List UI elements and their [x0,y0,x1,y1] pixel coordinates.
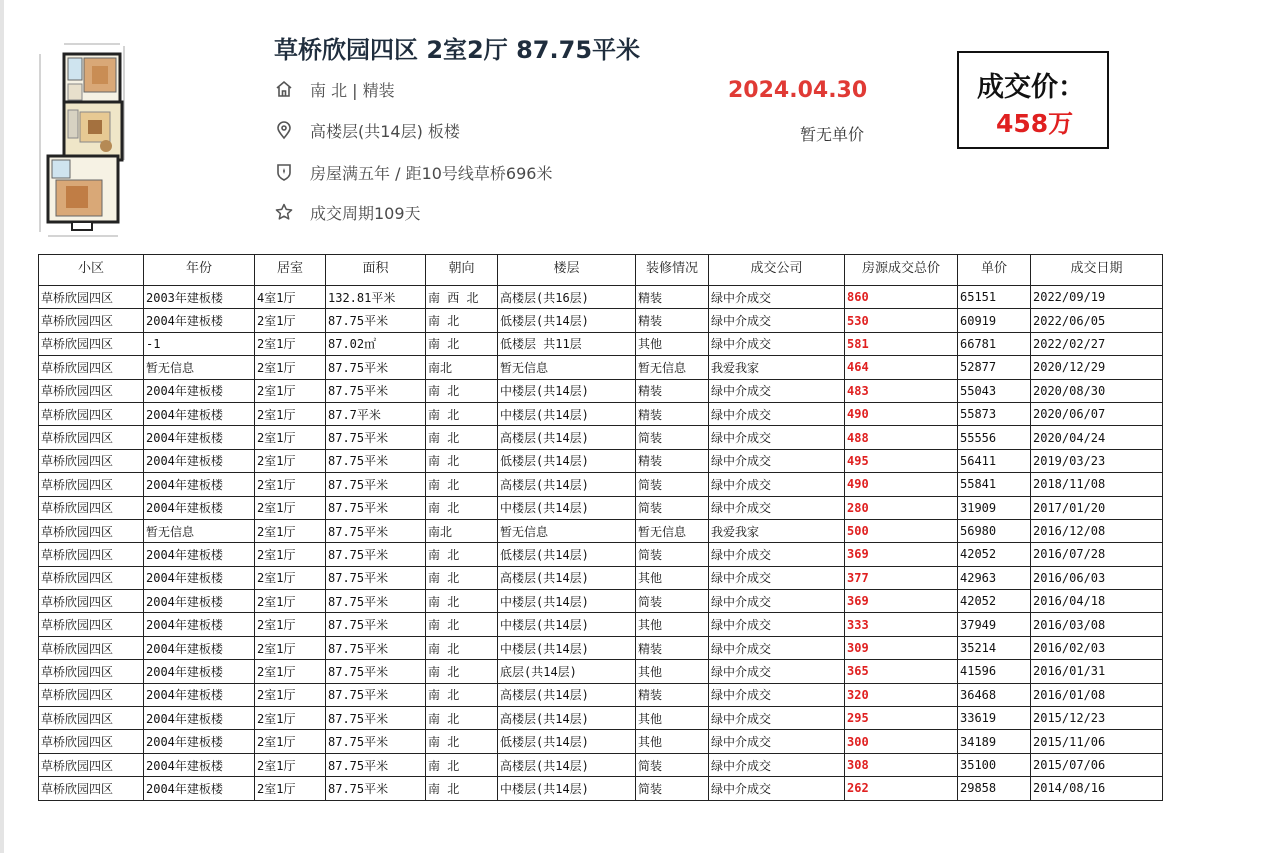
table-cell-orientation: 南 北 [426,402,498,425]
table-cell-orientation: 南 北 [426,566,498,589]
table-cell-rooms: 2室1厅 [255,707,326,730]
table-cell-community: 草桥欣园四区 [39,543,144,566]
table-cell-unit-price: 52877 [958,356,1031,379]
table-cell-total-price: 369 [845,590,958,613]
table-cell-floor: 低楼层(共14层) [498,309,636,332]
table-cell-total-price: 262 [845,777,958,800]
table-cell-total-price: 464 [845,356,958,379]
table-cell-orientation: 南 北 [426,613,498,636]
table-cell-rooms: 2室1厅 [255,449,326,472]
table-cell-total-price: 295 [845,707,958,730]
table-cell-floor: 低楼层 共11层 [498,332,636,355]
table-cell-area: 87.75平米 [326,636,426,659]
table-cell-floor: 高楼层(共14层) [498,566,636,589]
column-header-agency: 成交公司 [709,255,845,286]
cycle-row [274,200,421,224]
window-left-edge [0,0,4,853]
column-header-deal-date: 成交日期 [1031,255,1163,286]
table-cell-orientation: 南 北 [426,473,498,496]
table-row [39,332,1163,355]
table-cell-year: 2004年建板楼 [144,636,255,659]
table-cell-decoration: 其他 [636,332,709,355]
column-header-year: 年份 [144,255,255,286]
column-header-floor: 楼层 [498,255,636,286]
table-cell-deal-date: 2022/06/05 [1031,309,1163,332]
table-cell-year: 2004年建板楼 [144,379,255,402]
table-cell-unit-price: 55841 [958,473,1031,496]
table-cell-floor: 高楼层(共14层) [498,426,636,449]
table-cell-deal-date: 2016/07/28 [1031,543,1163,566]
table-cell-year: 2004年建板楼 [144,683,255,706]
table-cell-rooms: 2室1厅 [255,426,326,449]
table-cell-area: 87.75平米 [326,730,426,753]
table-cell-rooms: 2室1厅 [255,543,326,566]
table-cell-unit-price: 55043 [958,379,1031,402]
column-header-area: 面积 [326,255,426,286]
table-cell-unit-price: 33619 [958,707,1031,730]
table-row [39,613,1163,636]
table-cell-rooms: 4室1厅 [255,286,326,309]
table-cell-area: 87.75平米 [326,426,426,449]
table-cell-unit-price: 55873 [958,402,1031,425]
table-row [39,496,1163,519]
table-cell-deal-date: 2016/02/03 [1031,636,1163,659]
table-cell-community: 草桥欣园四区 [39,309,144,332]
table-cell-area: 87.02㎡ [326,332,426,355]
table-cell-community: 草桥欣园四区 [39,730,144,753]
table-row [39,660,1163,683]
table-cell-area: 87.75平米 [326,683,426,706]
table-cell-community: 草桥欣园四区 [39,402,144,425]
table-cell-community: 草桥欣园四区 [39,286,144,309]
table-cell-rooms: 2室1厅 [255,332,326,355]
table-cell-floor: 低楼层(共14层) [498,543,636,566]
table-cell-decoration: 精装 [636,683,709,706]
table-cell-decoration: 精装 [636,309,709,332]
table-row [39,590,1163,613]
table-cell-community: 草桥欣园四区 [39,777,144,800]
table-cell-total-price: 308 [845,753,958,776]
table-cell-year: 2004年建板楼 [144,590,255,613]
table-cell-orientation: 南 北 [426,777,498,800]
table-cell-deal-date: 2020/08/30 [1031,379,1163,402]
table-cell-community: 草桥欣园四区 [39,636,144,659]
table-cell-unit-price: 34189 [958,730,1031,753]
table-row [39,777,1163,800]
table-cell-rooms: 2室1厅 [255,496,326,519]
table-cell-orientation: 南 北 [426,730,498,753]
table-cell-total-price: 369 [845,543,958,566]
table-cell-decoration: 其他 [636,660,709,683]
table-cell-area: 87.75平米 [326,356,426,379]
table-cell-deal-date: 2016/06/03 [1031,566,1163,589]
table-cell-year: -1 [144,332,255,355]
table-cell-total-price: 309 [845,636,958,659]
column-header-orientation: 朝向 [426,255,498,286]
table-cell-year: 2004年建板楼 [144,753,255,776]
floor-building-text: 高楼层(共14层) 板楼 [310,121,460,141]
table-cell-agency: 绿中介成交 [709,707,845,730]
table-row [39,519,1163,542]
home-icon [274,79,294,99]
table-cell-decoration: 其他 [636,707,709,730]
table-cell-orientation: 南 北 [426,683,498,706]
table-cell-decoration: 精装 [636,636,709,659]
table-cell-community: 草桥欣园四区 [39,683,144,706]
table-row [39,426,1163,449]
table-cell-deal-date: 2016/01/31 [1031,660,1163,683]
table-row [39,636,1163,659]
shield-icon [274,162,294,182]
table-cell-community: 草桥欣园四区 [39,473,144,496]
table-cell-total-price: 488 [845,426,958,449]
table-cell-agency: 绿中介成交 [709,777,845,800]
table-cell-area: 87.75平米 [326,379,426,402]
table-cell-unit-price: 56980 [958,519,1031,542]
table-cell-deal-date: 2016/03/08 [1031,613,1163,636]
table-cell-decoration: 其他 [636,613,709,636]
table-cell-floor: 高楼层(共14层) [498,473,636,496]
table-cell-rooms: 2室1厅 [255,379,326,402]
table-cell-area: 87.75平米 [326,543,426,566]
table-cell-total-price: 320 [845,683,958,706]
table-cell-rooms: 2室1厅 [255,753,326,776]
orientation-decor-text: 南 北 | 精装 [310,80,395,100]
table-cell-agency: 绿中介成交 [709,332,845,355]
table-cell-community: 草桥欣园四区 [39,449,144,472]
star-icon [274,202,294,222]
table-cell-year: 2004年建板楼 [144,449,255,472]
table-cell-decoration: 暂无信息 [636,519,709,542]
table-cell-year: 暂无信息 [144,519,255,542]
table-cell-area: 87.75平米 [326,473,426,496]
table-cell-decoration: 简装 [636,777,709,800]
table-cell-community: 草桥欣园四区 [39,496,144,519]
table-row [39,402,1163,425]
table-cell-orientation: 南 北 [426,496,498,519]
table-cell-year: 2004年建板楼 [144,707,255,730]
table-cell-year: 2004年建板楼 [144,543,255,566]
table-cell-rooms: 2室1厅 [255,356,326,379]
table-cell-year: 2004年建板楼 [144,309,255,332]
table-cell-deal-date: 2016/12/08 [1031,519,1163,542]
table-cell-area: 132.81平米 [326,286,426,309]
table-cell-agency: 绿中介成交 [709,566,845,589]
table-cell-agency: 绿中介成交 [709,449,845,472]
table-cell-rooms: 2室1厅 [255,660,326,683]
table-cell-rooms: 2室1厅 [255,683,326,706]
table-row [39,707,1163,730]
table-row [39,286,1163,309]
table-row [39,356,1163,379]
table-cell-year: 2004年建板楼 [144,613,255,636]
table-row [39,683,1163,706]
table-cell-agency: 绿中介成交 [709,543,845,566]
table-cell-orientation: 南 北 [426,707,498,730]
table-cell-total-price: 495 [845,449,958,472]
table-cell-unit-price: 42052 [958,590,1031,613]
table-cell-orientation: 南 北 [426,543,498,566]
table-cell-decoration: 简装 [636,753,709,776]
table-cell-year: 2004年建板楼 [144,566,255,589]
table-cell-orientation: 南 北 [426,332,498,355]
table-cell-area: 87.75平米 [326,590,426,613]
table-cell-orientation: 南北 [426,356,498,379]
table-row [39,449,1163,472]
table-cell-floor: 底层(共14层) [498,660,636,683]
table-cell-rooms: 2室1厅 [255,402,326,425]
table-cell-floor: 低楼层(共14层) [498,449,636,472]
table-cell-deal-date: 2014/08/16 [1031,777,1163,800]
table-cell-total-price: 280 [845,496,958,519]
table-row [39,309,1163,332]
table-cell-year: 暂无信息 [144,356,255,379]
deal-price-box [957,51,1109,149]
table-cell-floor: 暂无信息 [498,519,636,542]
table-cell-community: 草桥欣园四区 [39,660,144,683]
table-cell-unit-price: 60919 [958,309,1031,332]
table-cell-community: 草桥欣园四区 [39,332,144,355]
table-cell-orientation: 南 西 北 [426,286,498,309]
table-cell-orientation: 南 北 [426,379,498,402]
table-cell-total-price: 300 [845,730,958,753]
table-cell-total-price: 490 [845,402,958,425]
table-cell-floor: 中楼层(共14层) [498,496,636,519]
table-cell-community: 草桥欣园四区 [39,426,144,449]
table-body [39,286,1163,801]
table-cell-unit-price: 56411 [958,449,1031,472]
table-cell-rooms: 2室1厅 [255,777,326,800]
table-cell-deal-date: 2019/03/23 [1031,449,1163,472]
table-cell-unit-price: 41596 [958,660,1031,683]
table-cell-floor: 中楼层(共14层) [498,379,636,402]
table-cell-deal-date: 2016/01/08 [1031,683,1163,706]
table-cell-decoration: 简装 [636,473,709,496]
table-cell-agency: 我爱我家 [709,519,845,542]
floor-row [274,118,460,142]
table-cell-community: 草桥欣园四区 [39,379,144,402]
cycle-text: 成交周期109天 [310,203,421,223]
table-cell-floor: 高楼层(共14层) [498,753,636,776]
location-pin-icon [274,120,294,140]
table-cell-rooms: 2室1厅 [255,730,326,753]
table-cell-community: 草桥欣园四区 [39,356,144,379]
table-row [39,379,1163,402]
table-cell-area: 87.75平米 [326,309,426,332]
table-cell-area: 87.75平米 [326,519,426,542]
table-cell-total-price: 333 [845,613,958,636]
table-cell-unit-price: 65151 [958,286,1031,309]
table-cell-floor: 高楼层(共14层) [498,707,636,730]
table-cell-total-price: 500 [845,519,958,542]
table-cell-community: 草桥欣园四区 [39,566,144,589]
table-cell-agency: 绿中介成交 [709,590,845,613]
table-cell-decoration: 精装 [636,449,709,472]
table-cell-agency: 绿中介成交 [709,426,845,449]
table-cell-agency: 绿中介成交 [709,473,845,496]
table-cell-community: 草桥欣园四区 [39,753,144,776]
table-cell-year: 2004年建板楼 [144,660,255,683]
table-cell-year: 2004年建板楼 [144,496,255,519]
table-cell-agency: 绿中介成交 [709,286,845,309]
table-cell-area: 87.75平米 [326,613,426,636]
table-cell-deal-date: 2017/01/20 [1031,496,1163,519]
table-cell-rooms: 2室1厅 [255,590,326,613]
table-cell-year: 2003年建板楼 [144,286,255,309]
tags-text: 房屋满五年 / 距10号线草桥696米 [310,163,553,183]
table-cell-rooms: 2室1厅 [255,473,326,496]
table-cell-unit-price: 37949 [958,613,1031,636]
table-cell-area: 87.7平米 [326,402,426,425]
table-cell-deal-date: 2015/11/06 [1031,730,1163,753]
table-cell-area: 87.75平米 [326,566,426,589]
table-row [39,566,1163,589]
table-cell-agency: 绿中介成交 [709,636,845,659]
table-cell-orientation: 南 北 [426,753,498,776]
table-cell-decoration: 暂无信息 [636,356,709,379]
table-cell-floor: 高楼层(共14层) [498,683,636,706]
table-cell-agency: 绿中介成交 [709,613,845,636]
table-cell-deal-date: 2020/12/29 [1031,356,1163,379]
table-cell-area: 87.75平米 [326,496,426,519]
table-cell-decoration: 精装 [636,286,709,309]
table-cell-deal-date: 2020/04/24 [1031,426,1163,449]
table-cell-orientation: 南 北 [426,449,498,472]
table-cell-community: 草桥欣园四区 [39,707,144,730]
table-cell-area: 87.75平米 [326,707,426,730]
orientation-row [274,77,395,101]
table-cell-deal-date: 2022/02/27 [1031,332,1163,355]
tags-row [274,160,552,184]
table-cell-rooms: 2室1厅 [255,613,326,636]
deal-history-table [38,254,1163,801]
table-cell-rooms: 2室1厅 [255,636,326,659]
table-cell-unit-price: 35100 [958,753,1031,776]
table-cell-deal-date: 2022/09/19 [1031,286,1163,309]
table-cell-decoration: 简装 [636,590,709,613]
table-cell-total-price: 581 [845,332,958,355]
table-cell-floor: 中楼层(共14层) [498,402,636,425]
table-cell-decoration: 简装 [636,426,709,449]
table-cell-floor: 中楼层(共14层) [498,590,636,613]
column-header-total-price: 房源成交总价 [845,255,958,286]
table-cell-unit-price: 66781 [958,332,1031,355]
table-cell-agency: 绿中介成交 [709,402,845,425]
table-cell-unit-price: 29858 [958,777,1031,800]
table-cell-orientation: 南 北 [426,309,498,332]
table-cell-orientation: 南 北 [426,590,498,613]
table-cell-year: 2004年建板楼 [144,473,255,496]
table-cell-year: 2004年建板楼 [144,730,255,753]
table-row [39,753,1163,776]
table-cell-decoration: 精装 [636,402,709,425]
table-cell-unit-price: 35214 [958,636,1031,659]
table-cell-community: 草桥欣园四区 [39,519,144,542]
table-cell-unit-price: 42052 [958,543,1031,566]
table-cell-deal-date: 2015/07/06 [1031,753,1163,776]
table-row [39,473,1163,496]
table-cell-community: 草桥欣园四区 [39,590,144,613]
table-row [39,730,1163,753]
table-cell-orientation: 南北 [426,519,498,542]
table-cell-floor: 中楼层(共14层) [498,636,636,659]
table-cell-unit-price: 31909 [958,496,1031,519]
table-cell-agency: 绿中介成交 [709,753,845,776]
table-cell-decoration: 精装 [636,379,709,402]
table-cell-agency: 绿中介成交 [709,309,845,332]
table-cell-rooms: 2室1厅 [255,566,326,589]
table-cell-year: 2004年建板楼 [144,426,255,449]
listing-title: 草桥欣园四区 2室2厅 87.75平米 [274,36,641,64]
table-cell-agency: 绿中介成交 [709,730,845,753]
table-cell-deal-date: 2016/04/18 [1031,590,1163,613]
table-cell-agency: 绿中介成交 [709,683,845,706]
table-cell-floor: 中楼层(共14层) [498,613,636,636]
table-cell-agency: 我爱我家 [709,356,845,379]
table-cell-total-price: 490 [845,473,958,496]
table-cell-orientation: 南 北 [426,426,498,449]
table-cell-total-price: 377 [845,566,958,589]
table-cell-rooms: 2室1厅 [255,309,326,332]
table-cell-community: 草桥欣园四区 [39,613,144,636]
table-cell-total-price: 483 [845,379,958,402]
table-cell-area: 87.75平米 [326,660,426,683]
column-header-rooms: 居室 [255,255,326,286]
table-cell-decoration: 简装 [636,543,709,566]
table-cell-floor: 低楼层(共14层) [498,730,636,753]
table-cell-deal-date: 2018/11/08 [1031,473,1163,496]
floor-plan-image[interactable] [36,36,132,242]
table-cell-unit-price: 55556 [958,426,1031,449]
table-cell-rooms: 2室1厅 [255,519,326,542]
table-cell-area: 87.75平米 [326,777,426,800]
table-cell-floor: 高楼层(共16层) [498,286,636,309]
column-header-unit-price: 单价 [958,255,1031,286]
table-cell-unit-price: 36468 [958,683,1031,706]
table-cell-total-price: 860 [845,286,958,309]
table-cell-year: 2004年建板楼 [144,402,255,425]
table-cell-area: 87.75平米 [326,449,426,472]
deal-price-label: 成交价： [977,72,1085,103]
table-cell-orientation: 南 北 [426,636,498,659]
table-cell-agency: 绿中介成交 [709,660,845,683]
table-cell-unit-price: 42963 [958,566,1031,589]
table-header-row [39,255,1163,286]
table-cell-agency: 绿中介成交 [709,379,845,402]
table-cell-floor: 中楼层(共14层) [498,777,636,800]
column-header-community: 小区 [39,255,144,286]
table-cell-year: 2004年建板楼 [144,777,255,800]
table-cell-decoration: 其他 [636,730,709,753]
table-row [39,543,1163,566]
table-cell-decoration: 简装 [636,496,709,519]
table-cell-floor: 暂无信息 [498,356,636,379]
table-cell-deal-date: 2020/06/07 [1031,402,1163,425]
table-cell-total-price: 365 [845,660,958,683]
table-cell-total-price: 530 [845,309,958,332]
column-header-decoration: 装修情况 [636,255,709,286]
table-cell-orientation: 南 北 [426,660,498,683]
deal-date: 2024.04.30 [728,78,868,103]
unit-price-note: 暂无单价 [800,125,865,144]
table-cell-decoration: 其他 [636,566,709,589]
table-cell-area: 87.75平米 [326,753,426,776]
table-cell-agency: 绿中介成交 [709,496,845,519]
deal-price-value: 458万 [996,109,1074,138]
table-cell-deal-date: 2015/12/23 [1031,707,1163,730]
